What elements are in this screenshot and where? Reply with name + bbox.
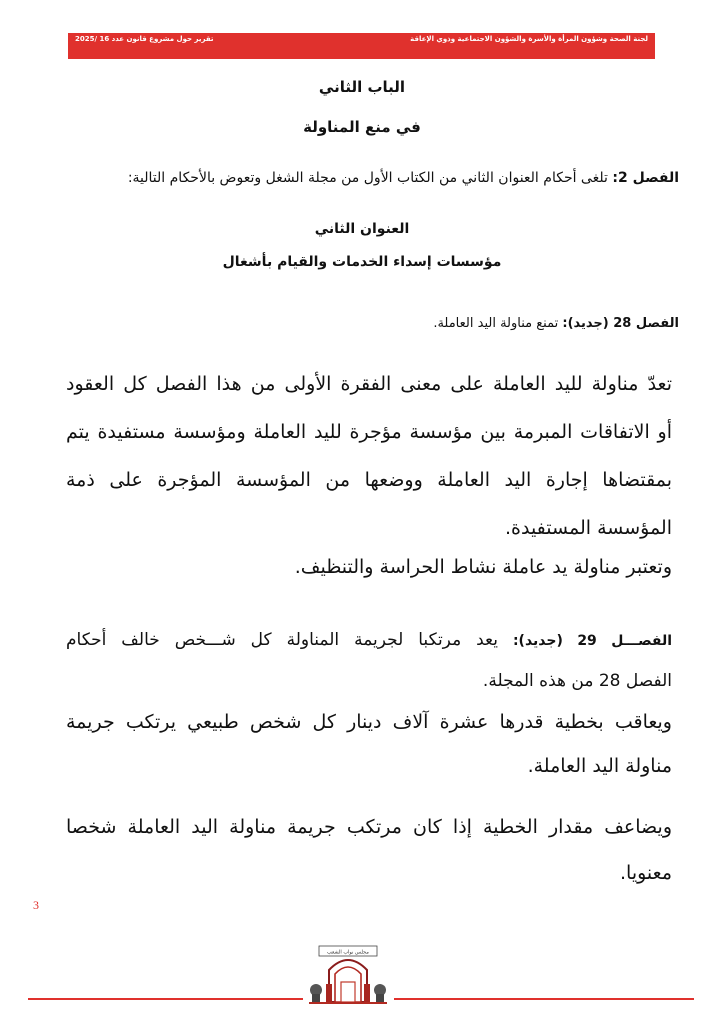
article-28: [66, 316, 679, 331]
paragraph-line: مناولة اليد العاملة.: [527, 755, 672, 777]
section-subtitle: مؤسسات إسداء الخدمات والقيام بأشغال: [222, 254, 502, 270]
page-number: 3: [33, 898, 39, 912]
article-29-line-2: الفصل 28 من هذه المجلة.: [482, 671, 672, 691]
header-report-title: تقرير حول مشروع قانون عدد 16 /2025: [75, 35, 214, 43]
paragraph-line: المؤسسة المستفيدة.: [504, 517, 672, 539]
article-29-label: الفصـــل 29 (جديد):: [512, 633, 673, 649]
article-2: [66, 170, 679, 186]
article-29-paragraph-penalty: [66, 700, 672, 788]
article-2-text: تلغى أحكام العنوان الثاني من الكتاب الأول من مجلة الشغل وتعوض بالأحكام التالية:: [127, 170, 613, 186]
footer-divider-left: [28, 998, 303, 1000]
article-29-text: يعد مرتكبا لجريمة المناولة كل شـــخص خالف أحكام: [66, 630, 513, 650]
footer-divider-right: [394, 998, 694, 1000]
chapter-title: الباب الثاني: [318, 78, 406, 96]
parliament-emblem-icon: [305, 944, 391, 1006]
paragraph-line: معنويا.: [619, 862, 672, 884]
article-28-label: الفصل 28 (جديد):: [562, 316, 679, 331]
article-2-label: الفصل 2:: [612, 170, 679, 186]
article-28-paragraph-1: [66, 360, 672, 552]
paragraph-line: ويعاقب بخطية قدرها عشرة آلاف دينار كل شخص طبيعي يرتكب جريمة: [66, 711, 672, 733]
article-29-line-1: [66, 620, 672, 661]
chapter-subject: في منع المناولة: [303, 118, 421, 136]
section-title: العنوان الثاني: [314, 221, 410, 237]
article-29: [66, 620, 672, 701]
article-28-text: تمنع مناولة اليد العاملة.: [433, 316, 563, 331]
paragraph-line: تعدّ مناولة لليد العاملة على معنى الفقرة الأولى من هذا الفصل كل العقود: [66, 373, 672, 395]
article-29-paragraph-double-fine: [66, 804, 672, 896]
paragraph-line: ويضاعف مقدار الخطية إذا كان مرتكب جريمة مناولة اليد العاملة شخصا: [66, 816, 672, 838]
header-bar: [68, 33, 655, 59]
header-committee-name: لجنة الصحة وشؤون المرأة والأسرة والشؤون الاجتماعية وذوي الإعاقة: [410, 35, 648, 43]
emblem-caption: مجلس نواب الشعب: [327, 949, 369, 956]
paragraph-line: أو الاتفاقات المبرمة بين مؤسسة مؤجرة لليد العاملة ومؤسسة مستفيدة يتم: [66, 421, 672, 443]
article-28-paragraph-2: وتعتبر مناولة يد عاملة نشاط الحراسة والتنظيف.: [294, 556, 672, 578]
paragraph-line: بمقتضاها إجارة اليد العاملة ووضعها من المؤسسة المؤجرة على ذمة: [66, 469, 672, 491]
